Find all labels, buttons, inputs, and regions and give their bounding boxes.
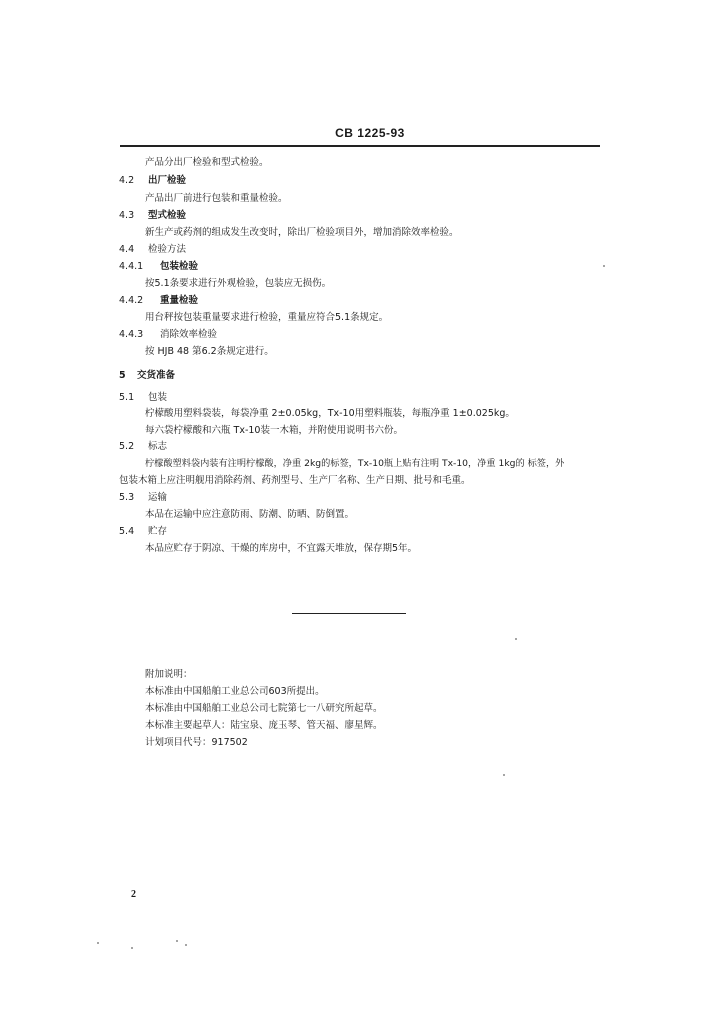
section-number: 5.2 xyxy=(119,441,135,452)
section-number: 4.4.2 xyxy=(119,295,144,306)
section-title: 出厂检验 xyxy=(148,175,187,186)
section-text: 每六袋柠檬酸和六瓶 Tx-10装一木箱，并附使用说明书六份。 xyxy=(145,425,403,436)
section-text: 新生产或药剂的组成发生改变时，除出厂检验项目外，增加消除效率检验。 xyxy=(145,227,459,238)
section-text: 按5.1条要求进行外观检验，包装应无损伤。 xyxy=(145,278,332,289)
scan-speck xyxy=(185,944,187,946)
scan-speck xyxy=(131,947,133,949)
section-number: 5 xyxy=(119,370,126,381)
notes-line: 计划项目代号：917502 xyxy=(145,737,248,748)
section-title: 型式检验 xyxy=(148,210,187,221)
section-title: 检验方法 xyxy=(148,244,187,255)
section-number: 4.2 xyxy=(119,175,135,186)
notes-line: 本标准主要起草人：陆宝泉、庞玉琴、管天福、廖星辉。 xyxy=(145,720,383,731)
header-rule xyxy=(120,145,600,147)
section-number: 5.1 xyxy=(119,392,135,403)
notes-line: 本标准由中国船舶工业总公司603所提出。 xyxy=(145,686,325,697)
section-text: 产品出厂前进行包装和重量检验。 xyxy=(145,193,288,204)
section-title: 消除效率检验 xyxy=(160,329,218,340)
section-title: 交货准备 xyxy=(137,370,176,381)
scan-speck xyxy=(97,942,99,944)
page-number: 2 xyxy=(131,889,136,900)
section-text: 本品在运输中应注意防雨、防潮、防晒、防倒置。 xyxy=(145,509,355,520)
section-text: 用台秤按包装重量要求进行检验，重量应符合5.1条规定。 xyxy=(145,312,389,323)
section-number: 5.4 xyxy=(119,526,135,537)
section-text: 包装木箱上应注明舰用消除药剂、药剂型号、生产厂名称、生产日期、批号和毛重。 xyxy=(119,475,471,486)
section-number: 4.3 xyxy=(119,210,135,221)
scan-speck xyxy=(176,940,178,942)
section-title: 标志 xyxy=(148,441,168,452)
section-title: 运输 xyxy=(148,492,168,503)
section-number: 4.4 xyxy=(119,244,135,255)
section-title: 包装 xyxy=(148,392,168,403)
intro-text: 产品分出厂检验和型式检验。 xyxy=(145,157,269,168)
section-text: 本品应贮存于阴凉、干燥的库房中，不宜露天堆放，保存期5年。 xyxy=(145,543,418,554)
end-rule xyxy=(292,613,406,614)
scan-speck xyxy=(515,638,517,640)
section-number: 5.3 xyxy=(119,492,135,503)
section-number: 4.4.3 xyxy=(119,329,144,340)
notes-heading: 附加说明： xyxy=(145,669,193,680)
section-number: 4.4.1 xyxy=(119,261,144,272)
section-text: 按 HJB 48 第6.2条规定进行。 xyxy=(145,346,274,357)
scan-speck xyxy=(503,774,505,776)
notes-line: 本标准由中国船舶工业总公司七院第七一八研究所起草。 xyxy=(145,703,383,714)
section-text: 柠檬酸塑料袋内装有注明柠檬酸，净重 2kg的标签，Tx-10瓶上贴有注明 Tx-10，净重 1kg的 标签，外 xyxy=(145,458,565,469)
section-text: 柠檬酸用塑料袋装，每袋净重 2±0.05kg，Tx-10用塑料瓶装，每瓶净重 1±0.025kg。 xyxy=(145,408,515,419)
scan-speck xyxy=(603,265,605,267)
section-title: 贮存 xyxy=(148,526,168,537)
standard-code: CB 1225-93 xyxy=(335,126,405,140)
section-title: 包装检验 xyxy=(160,261,199,272)
section-title: 重量检验 xyxy=(160,295,199,306)
